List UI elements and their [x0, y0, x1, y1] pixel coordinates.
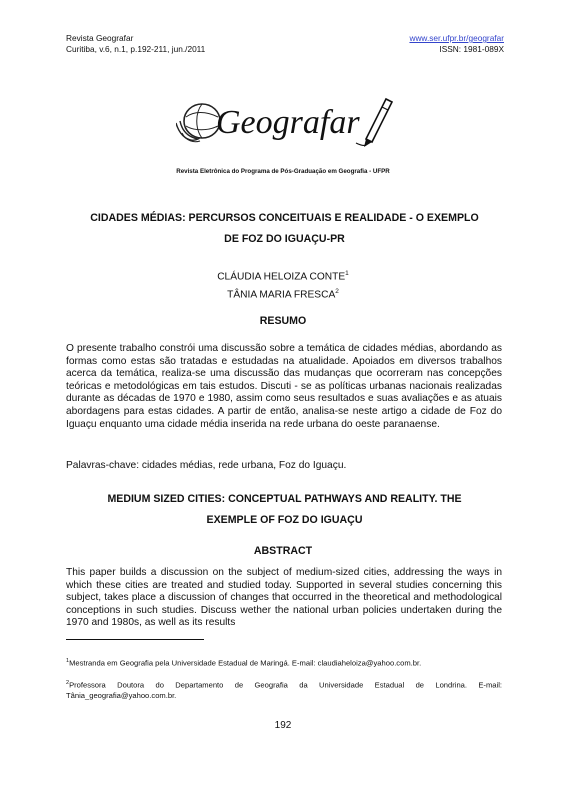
keywords-pt: Palavras-chave: cidades médias, rede urbana, Foz do Iguaçu. — [66, 460, 347, 471]
page-number: 192 — [274, 720, 292, 731]
author-name: CLÁUDIA HELOIZA CONTE — [217, 271, 346, 283]
title-en-line1: MEDIUM SIZED CITIES: CONCEPTUAL PATHWAYS AND REALITY. THE — [107, 493, 462, 505]
running-header-right — [409, 33, 504, 55]
author-entry — [0, 266, 566, 284]
article-title-pt — [66, 208, 503, 250]
author-list — [0, 266, 566, 303]
journal-name: Revista Geografar — [66, 33, 134, 43]
running-header-left — [66, 33, 205, 55]
resumo-heading: RESUMO — [259, 315, 307, 327]
logo-wordmark: Geografar — [216, 104, 360, 141]
title-en-line2: EXEMPLE OF FOZ DO IGUAÇU — [206, 514, 363, 526]
issn: ISSN: 1981-089X — [439, 44, 504, 54]
geografar-logo — [176, 93, 396, 149]
citation-info: Curitiba, v.6, n.1, p.192-211, jun./2011 — [66, 44, 206, 54]
footnote-2 — [66, 678, 502, 701]
footnote-text: Mestranda em Geografia pela Universidade Estadual de Maringá. E-mail: claudiaheloiza@yahoo.com.br. — [69, 658, 422, 668]
footnote-1 — [66, 656, 502, 669]
globe-icon — [176, 104, 220, 142]
footnote-marker: 1 — [345, 270, 349, 277]
resumo-body: O presente trabalho constrói uma discussão sobre a temática de cidades médias, abordando as formas como estas são tratadas e estudadas na atualidade. Apoiados em diversos trabalhos acerca da temática, realiza-se uma discussão das mudanças que ocorreram nas concepções teóricas e metodológicas em tais estudos. Discuti - se as políticas urbanas nacionais realizadas durante as décadas de 1970 e 1980, assim como seus resultados e suas avaliações e as atuais abordagens para estas cidades. A partir de então, analisa-se neste artigo a cidade de Foz do Iguaçu enquanto uma cidade média inserida na rede urbana do oeste paranaense. — [66, 343, 502, 430]
author-entry — [0, 284, 566, 302]
abstract-body: This paper builds a discussion on the subject of medium-sized cities, addressing the ways in which these cities are treated and studied today. Supported in several studies concerning this subject, takes place a discussion of changes that occurred in the theoretical and methodological conceptions in such studies. Discuss wether the national urban policies undertaken during the 1970 and 1980s, as well as its results — [66, 567, 502, 629]
article-title-en — [66, 489, 503, 531]
journal-url-link[interactable]: www.ser.ufpr.br/geografar — [409, 33, 504, 43]
author-name: TÂNIA MARIA FRESCA — [227, 289, 336, 301]
footnote-marker: 2 — [66, 680, 70, 686]
pen-icon — [356, 99, 392, 147]
footnote-marker: 2 — [335, 288, 339, 296]
title-pt-line2: DE FOZ DO IGUAÇU-PR — [224, 233, 345, 245]
footnote-divider — [66, 639, 204, 640]
logo-subtitle: Revista Eletrônica do Programa de Pós-Graduação em Geografia - UFPR — [176, 168, 390, 175]
abstract-heading: ABSTRACT — [253, 545, 313, 557]
title-pt-line1: CIDADES MÉDIAS: PERCURSOS CONCEITUAIS E REALIDADE - O EXEMPLO — [90, 212, 479, 224]
footnote-marker: 1 — [66, 658, 70, 664]
footnote-text: Professora Doutora do Departamento de Geografia da Universidade Estadual de Londrina. E-mail: Tânia_geografia@yahoo.com.br. — [66, 680, 502, 700]
